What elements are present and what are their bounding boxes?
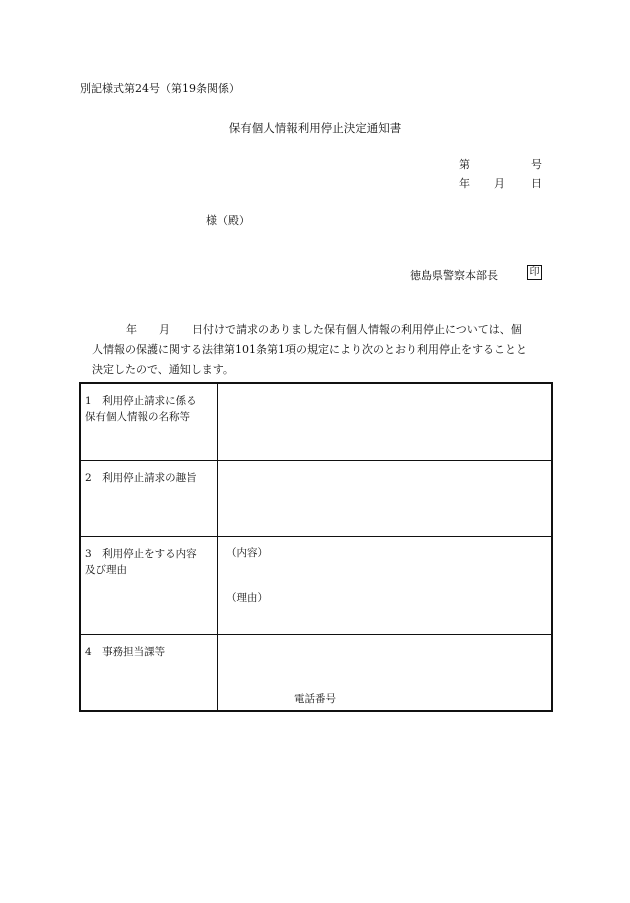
table-row [81,537,551,635]
row-label-line: 保有個人情報の名称等 [85,411,190,423]
sender-name: 徳島県警察本部長 [410,269,498,282]
body-line-3: 決定したので、通知します。 [92,363,234,376]
addressee: 様（殿） [206,214,250,227]
content-sublabel: （内容） [226,547,268,559]
row-label-line: 1 利用停止請求に係る [85,395,197,407]
body-text [92,320,557,380]
date-year-label: 年 [459,177,470,190]
row-label-line: 3 利用停止をする内容 [85,548,197,560]
body-line-1-rest: 日付けで請求のありました保有個人情報の利用停止については、個 [192,323,522,336]
phone-number-label: 電話番号 [294,693,336,705]
body-month-label: 月 [159,323,170,336]
row-label-request-purpose [81,461,218,536]
reference-number-prefix: 第 [459,158,470,171]
reason-sublabel: （理由） [226,592,268,604]
row-label-info-name [81,384,218,460]
seal-mark: 印 [527,265,542,280]
row-label-line: 及び理由 [85,564,127,576]
row-label-line: 2 利用停止請求の趣旨 [85,472,197,484]
info-name-field[interactable] [218,384,551,460]
date-month-label: 月 [494,177,505,190]
row-label-content-reason [81,537,218,634]
row-label-department [81,635,218,710]
document-title: 保有個人情報利用停止決定通知書 [228,121,402,135]
row-label-line: 4 事務担当課等 [85,646,166,658]
body-line-2: 人情報の保護に関する法律第101条第1項の規定により次のとおり利用停止をすることと [92,343,527,356]
body-line-1 [92,320,557,340]
table-row [81,461,551,537]
content-reason-field[interactable] [218,537,551,634]
department-field[interactable] [218,635,551,710]
form-number: 別記様式第24号（第19条関係） [80,82,240,95]
table-row [81,635,551,710]
reference-number-suffix: 号 [531,158,542,171]
date-day-label: 日 [531,177,542,190]
table-row [81,384,551,461]
request-purpose-field[interactable] [218,461,551,536]
form-table [79,382,553,712]
body-year-label: 年 [126,323,137,336]
